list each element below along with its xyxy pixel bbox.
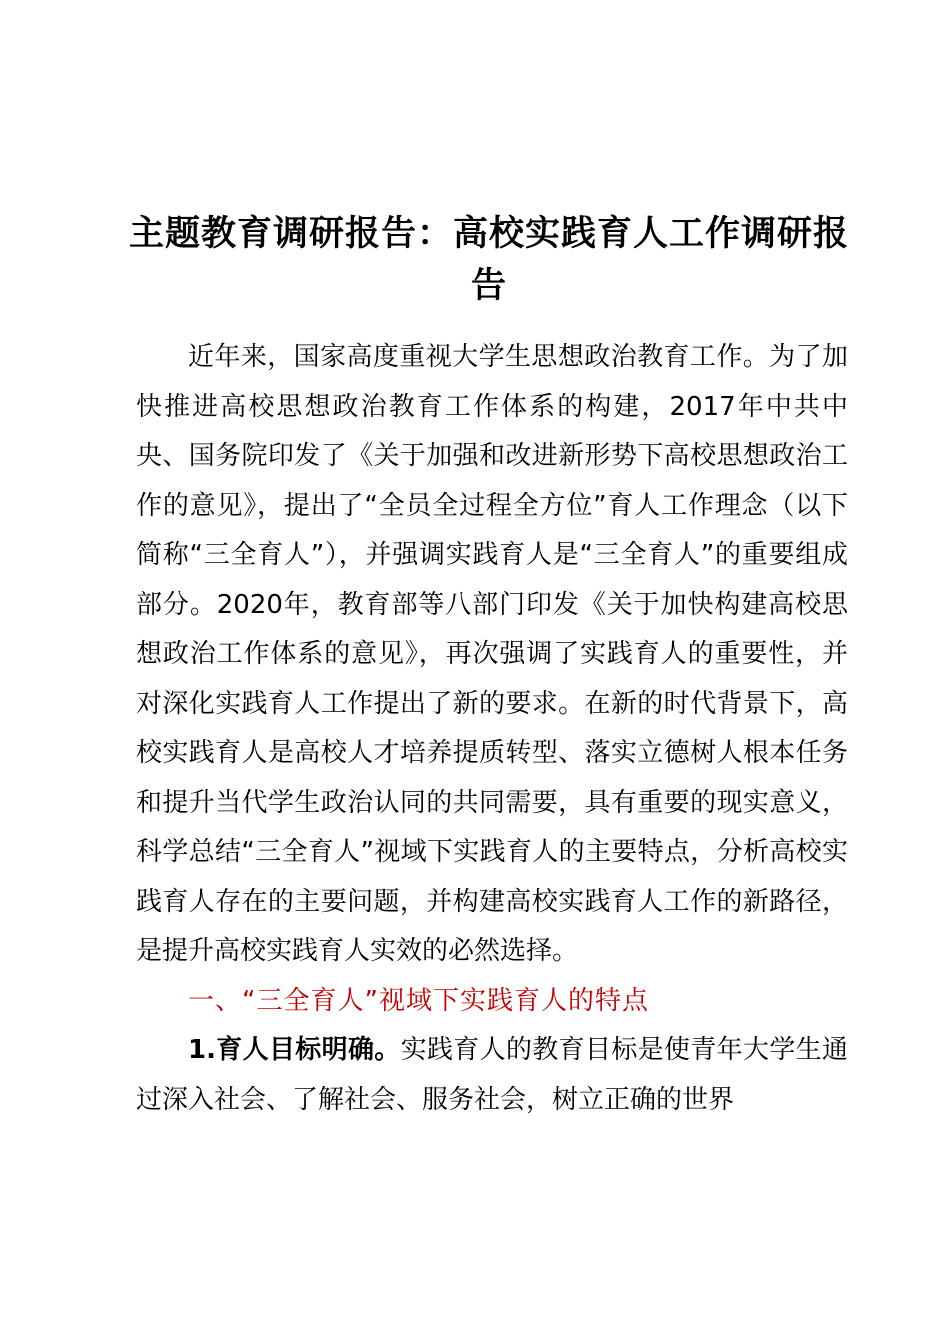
intro-paragraph: 近年来，国家高度重视大学生思想政治教育工作。为了加快推进高校思想政治教育工作体系的构建，2017年中共中央、国务院印发了《关于加强和改进新形势下高校思想政治工作的意见》，提出了“全员全过程全方位”育人工作理念（以下简称“三全育人”），并强调实践育人是“三全育人”的重要组成部分。2020年，教育部等八部门印发《关于加快构建高校思想政治工作体系的意见》，再次强调了实践育人的重要性，并对深化实践育人工作提出了新的要求。在新的时代背景下，高校实践育人是高校人才培养提质转型、落实立德树人根本任务和提升当代学生政治认同的共同需要，具有重要的现实意义，科学总结“三全育人”视域下实践育人的主要特点，分析高校实践育人存在的主要问题，并构建高校实践育人工作的新路径，是提升高校实践育人实效的必然选择。 xyxy=(136,342,848,966)
document-body xyxy=(136,333,848,1125)
document-title: 主题教育调研报告：高校实践育人工作调研报告 xyxy=(128,214,849,306)
point-paragraph xyxy=(136,1026,848,1125)
point-lead: 1.育人目标明确。 xyxy=(188,1035,401,1065)
section-heading: 一、“三全育人”视域下实践育人的特点 xyxy=(188,985,649,1016)
point-text: 实践育人的教育目标是使青年大学生通过深入社会、了解社会、服务社会，树立正确的世界 xyxy=(136,1035,848,1115)
